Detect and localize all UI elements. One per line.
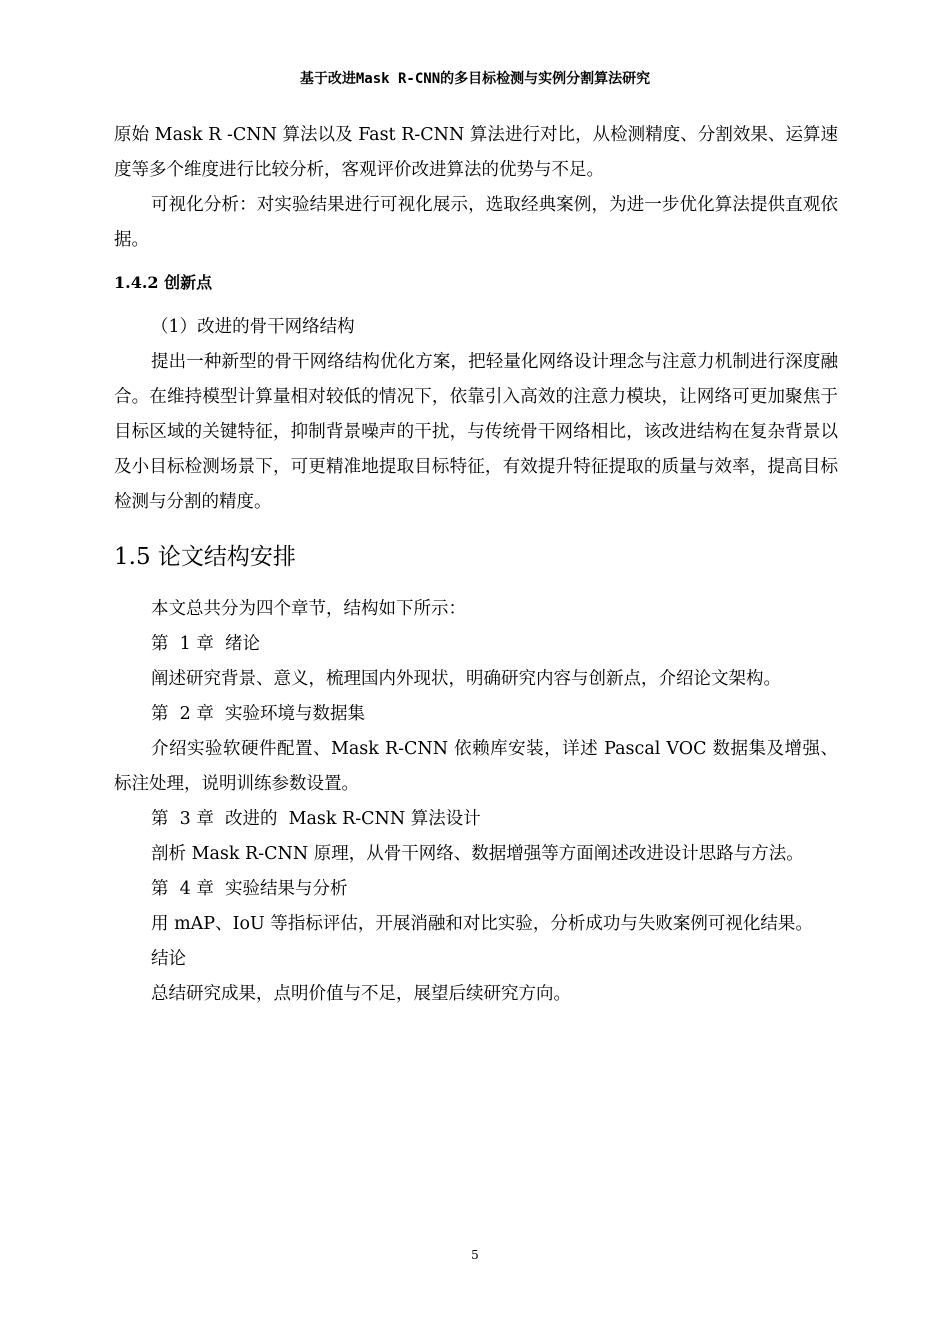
paragraph-visualization: 可视化分析：对实验结果进行可视化展示，选取经典案例，为进一步优化算法提供直观依据。 — [114, 195, 838, 250]
section-heading-1-5: 1.5 论文结构安排 — [114, 544, 296, 570]
running-header: 基于改进Mask R-CNN的多目标检测与实例分割算法研究 — [299, 71, 651, 87]
page-number: 5 — [471, 1248, 479, 1262]
conclusion-title: 结论 — [151, 949, 186, 969]
innovation-1-title: （1）改进的骨干网络结构 — [151, 317, 355, 337]
section-heading-1-4-2: 1.4.2 创新点 — [114, 273, 213, 292]
paragraph-comparison: 原始 Mask R -CNN 算法以及 Fast R-CNN 算法进行对比，从检测精度、分割效果、运算速度等多个维度进行比较分析，客观评价改进算法的优势与不足。 — [114, 125, 838, 180]
chapter-4-desc: 用 mAP、IoU 等指标评估，开展消融和对比实验，分析成功与失败案例可视化结果。 — [151, 914, 813, 934]
chapter-1-title: 第 1 章 绪论 — [151, 634, 260, 654]
chapter-3-desc: 剖析 Mask R-CNN 原理，从骨干网络、数据增强等方面阐述改进设计思路与方法。 — [151, 844, 804, 864]
chapter-3-title: 第 3 章 改进的 Mask R-CNN 算法设计 — [151, 809, 481, 829]
chapter-2-title: 第 2 章 实验环境与数据集 — [151, 704, 365, 724]
chapter-2-desc: 介绍实验软硬件配置、Mask R-CNN 依赖库安装，详述 Pascal VOC 数据集及增强、标注处理，说明训练参数设置。 — [114, 739, 838, 794]
innovation-1-body: 提出一种新型的骨干网络结构优化方案，把轻量化网络设计理念与注意力机制进行深度融合。在维持模型计算量相对较低的情况下，依靠引入高效的注意力模块，让网络可更加聚焦于目标区域的关键特征，抑制背景噪声的干扰，与传统骨干网络相比，该改进结构在复杂背景以及小目标检测场景下，可更精准地提取目标特征，有效提升特征提取的质量与效率，提高目标检测与分割的精度。 — [114, 352, 838, 512]
page-content — [114, 118, 838, 1012]
conclusion-desc: 总结研究成果，点明价值与不足，展望后续研究方向。 — [151, 984, 571, 1004]
chapter-1-desc: 阐述研究背景、意义，梳理国内外现状，明确研究内容与创新点，介绍论文架构。 — [151, 669, 781, 689]
structure-intro: 本文总共分为四个章节，结构如下所示： — [151, 599, 466, 619]
chapter-4-title: 第 4 章 实验结果与分析 — [151, 879, 348, 899]
